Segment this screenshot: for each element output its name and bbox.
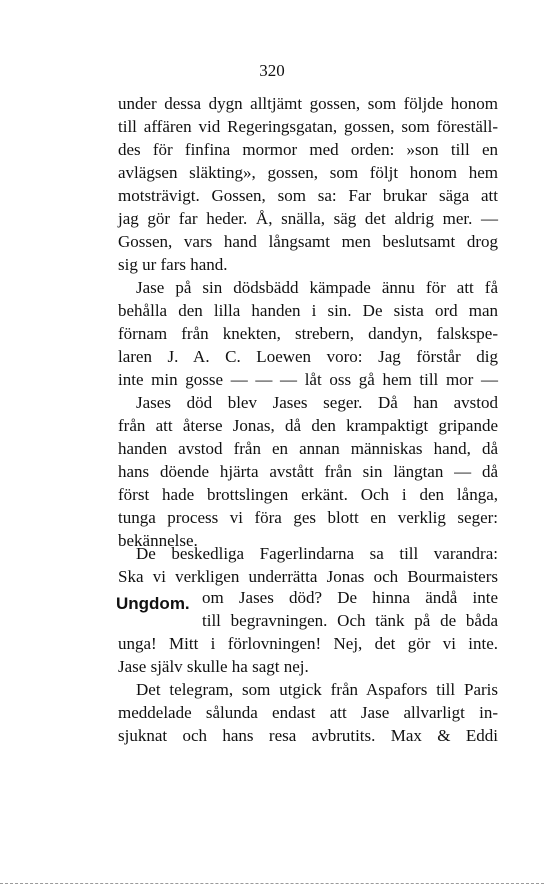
text-line: först hade brottslingen erkänt. Och i den långa, <box>118 485 498 504</box>
text-line: Jases död blev Jases seger. Då han avstod <box>136 393 498 412</box>
text-line: avlägsen släkting», gossen, som följt honom hem <box>118 163 498 182</box>
text-line: till begravningen. Och tänk på de båda <box>202 611 498 630</box>
text-line: behålla den lilla handen i sin. De sista ord man <box>118 301 498 320</box>
page-number: 320 <box>259 61 285 80</box>
text-line: jag gör far heder. Å, snälla, säg det aldrig mer. — <box>118 209 498 228</box>
text-line: bekännelse. <box>118 531 198 550</box>
text-line: tunga process vi föra ges blott en verklig seger: <box>118 508 498 527</box>
text-line: Gossen, vars hand långsamt men beslutsamt drog <box>118 232 498 251</box>
text-line: handen avstod från en annan människas hand, då <box>118 439 498 458</box>
text-line: sig ur fars hand. <box>118 255 228 274</box>
text-line: sjuknat och hans resa avbrutits. Max & Eddi <box>118 726 498 745</box>
text-line: motsträvigt. Gossen, som sa: Far brukar säga att <box>118 186 498 205</box>
text-line: Ska vi verkligen underrätta Jonas och Bourmaisters <box>118 567 498 586</box>
margin-note: Ungdom. <box>116 594 190 613</box>
text-line: inte min gosse — — — låt oss gå hem till mor — <box>118 370 498 389</box>
text-line: Jase själv skulle ha sagt nej. <box>118 657 309 676</box>
text-line: Det telegram, som utgick från Aspafors till Paris <box>136 680 498 699</box>
text-line: om Jases död? De hinna ändå inte <box>202 588 498 607</box>
text-line: Jase på sin dödsbädd kämpade ännu för att få <box>136 278 498 297</box>
text-line: De beskedliga Fagerlindarna sa till varandra: <box>136 544 498 563</box>
text-line: meddelade sålunda endast att Jase allvarligt in- <box>118 703 498 722</box>
text-line: laren J. A. C. Loewen voro: Jag förstår dig <box>118 347 498 366</box>
text-line: från att återse Jonas, då den krampaktigt gripande <box>118 416 498 435</box>
text-line: hans döende hjärta avstått från sin längtan — då <box>118 462 498 481</box>
bottom-rule <box>0 883 544 884</box>
text-line: förnam från knekten, strebern, dandyn, falskspe- <box>118 324 498 343</box>
text-line: under dessa dygn alltjämt gossen, som följde honom <box>118 94 498 113</box>
text-line: des för finfina mormor med orden: »son till en <box>118 140 498 159</box>
text-line: unga! Mitt i förlovningen! Nej, det gör vi inte. <box>118 634 498 653</box>
text-line: till affären vid Regeringsgatan, gossen, som föreställ- <box>118 117 498 136</box>
